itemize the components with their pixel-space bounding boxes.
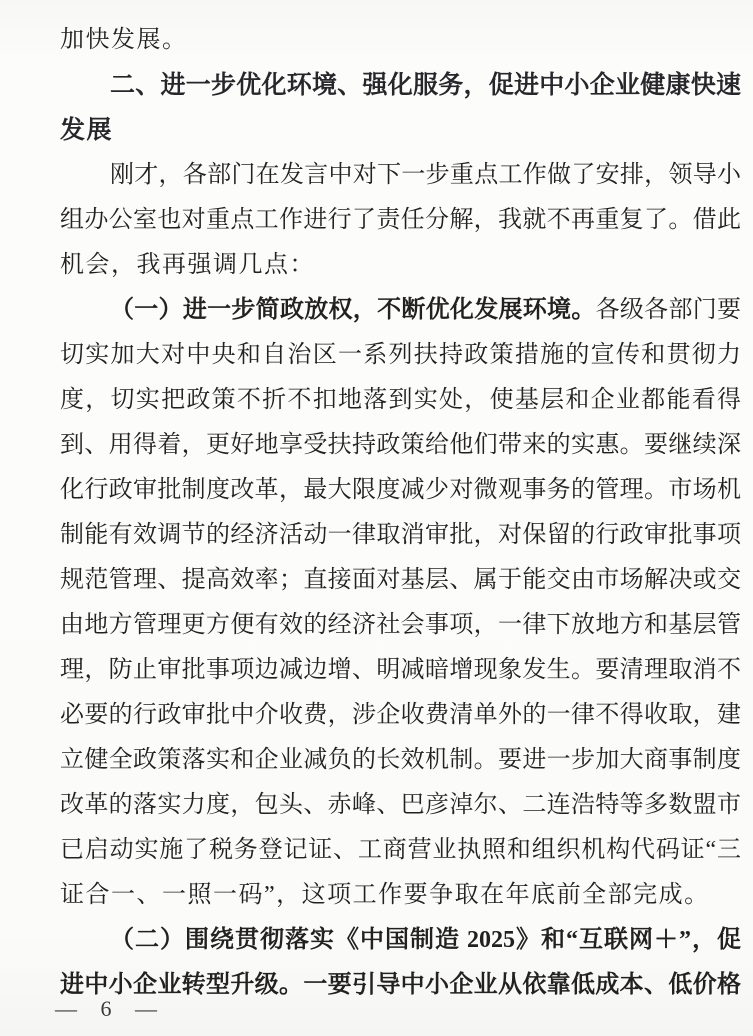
text-segment-body: 已启动实施了税务登记证、工商营业执照和组织机构代码证“三 xyxy=(60,837,741,863)
text-segment-body: 由地方管理更方便有效的经济社会事项，一律下放地方和基层管 xyxy=(60,612,741,638)
document-line xyxy=(60,513,741,558)
document-line xyxy=(60,738,741,783)
text-segment-body: 度，切实把政策不折不扣地落到实处，使基层和企业都能看得 xyxy=(60,387,741,413)
text-segment-lead: （二）围绕贯彻落实《中国制造 2025》和“互联网＋”，促 xyxy=(110,927,741,953)
document-body xyxy=(60,18,741,1008)
document-line xyxy=(60,243,741,288)
document-line xyxy=(60,153,741,198)
text-segment-body: 改革的落实力度，包头、赤峰、巴彦淖尔、二连浩特等多数盟市 xyxy=(60,792,741,818)
text-segment-body: 加快发展。 xyxy=(60,27,188,53)
document-line xyxy=(60,18,741,63)
text-segment-body: 化行政审批制度改革，最大限度减少对微观事务的管理。市场机 xyxy=(60,477,741,503)
text-segment-body: 各级各部门要 xyxy=(595,297,741,323)
document-line xyxy=(60,378,741,423)
text-segment-body: 刚才，各部门在发言中对下一步重点工作做了安排，领导小 xyxy=(110,162,741,188)
document-line xyxy=(60,288,741,333)
text-segment-body: 切实加大对中央和自治区一系列扶持政策措施的宣传和贯彻力 xyxy=(60,342,741,368)
text-segment-lead: 进中小企业转型升级。一要引导中小企业从依靠低成本、低价格 xyxy=(60,972,741,998)
document-line xyxy=(60,63,741,108)
document-line xyxy=(60,333,741,378)
document-line xyxy=(60,873,741,918)
document-line xyxy=(60,693,741,738)
document-line xyxy=(60,468,741,513)
document-line xyxy=(60,423,741,468)
text-segment-body: 必要的行政审批中介收费，涉企收费清单外的一律不得收取，建 xyxy=(60,702,741,728)
text-segment-body: 规范管理、提高效率；直接面对基层、属于能交由市场解决或交 xyxy=(60,567,741,593)
document-line xyxy=(60,603,741,648)
text-segment-body: 制能有效调节的经济活动一律取消审批，对保留的行政审批事项 xyxy=(60,522,741,548)
document-line xyxy=(60,783,741,828)
page-number: — 6 — xyxy=(55,996,166,1021)
text-segment-body: 机会，我再强调几点： xyxy=(60,252,315,278)
document-line xyxy=(60,648,741,693)
text-segment-heading: 二、进一步优化环境、强化服务，促进中小企业健康快速 xyxy=(110,71,741,99)
document-line xyxy=(60,558,741,603)
text-segment-body: 立健全政策落实和企业减负的长效机制。要进一步加大商事制度 xyxy=(60,747,741,773)
text-segment-body: 组办公室也对重点工作进行了责任分解，我就不再重复了。借此 xyxy=(60,207,741,233)
document-line xyxy=(60,198,741,243)
document-line xyxy=(60,108,741,153)
text-segment-lead: （一）进一步简政放权，不断优化发展环境。 xyxy=(110,297,596,323)
document-line xyxy=(60,828,741,873)
text-segment-body: 到、用得着，更好地享受扶持政策给他们带来的实惠。要继续深 xyxy=(60,432,741,458)
document-line xyxy=(60,918,741,963)
text-segment-body: 理，防止审批事项边减边增、明减暗增现象发生。要清理取消不 xyxy=(60,657,741,683)
text-segment-heading: 发展 xyxy=(60,116,114,144)
text-segment-body: 证合一、一照一码”，这项工作要争取在年底前全部完成。 xyxy=(60,882,710,908)
